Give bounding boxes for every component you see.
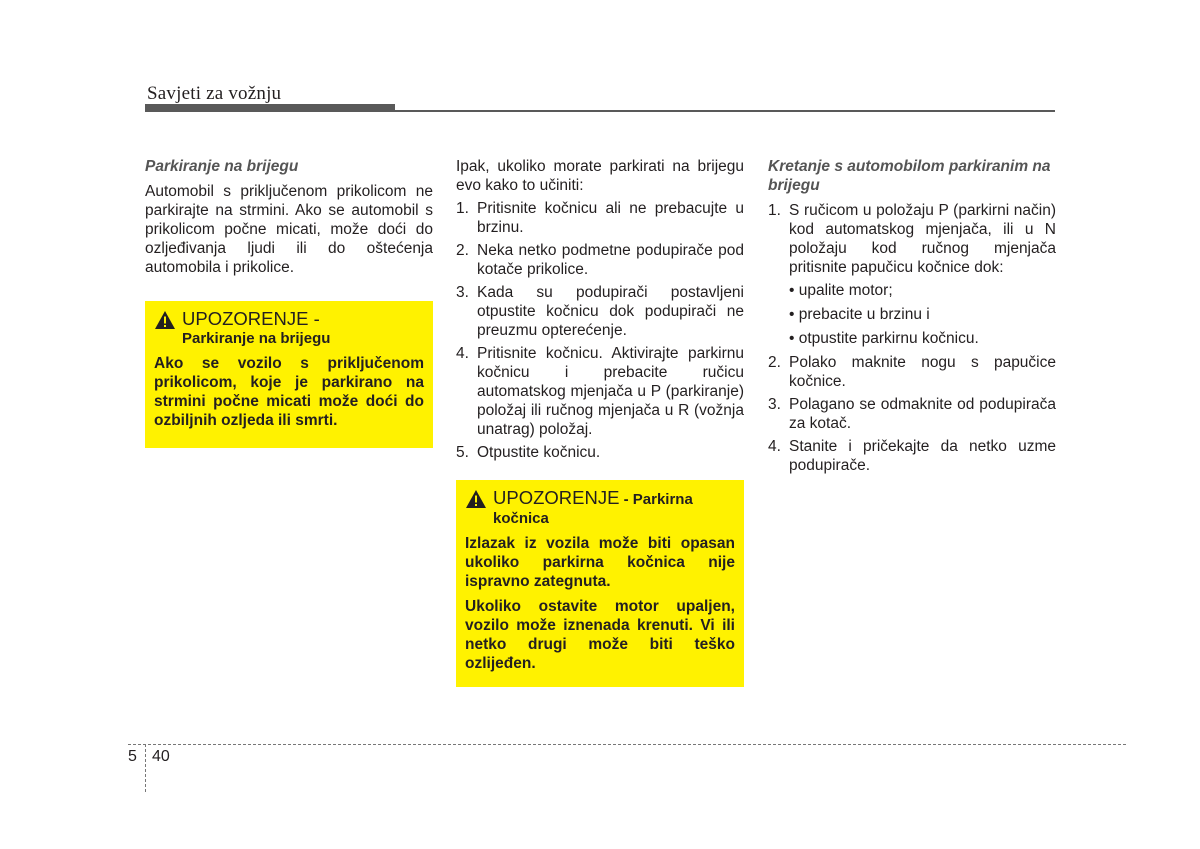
column-1	[145, 157, 433, 448]
bullet-list	[789, 281, 1056, 348]
list-item: 4. Stanite i pričekajte da netko uzme podupirače.	[768, 438, 1056, 474]
warning-box-parking-brake	[456, 480, 744, 687]
list-item: 1. Pritisnite kočnicu ali ne prebacujte u brzinu.	[456, 200, 744, 236]
column-3	[768, 157, 1056, 479]
warning-text-1: Izlazak iz vozila može biti opasan ukoliko parkirna kočnica nije ispravno zategnuta.	[465, 535, 735, 590]
page-section-number: 5	[128, 748, 137, 765]
warning-text-2: Ukoliko ostavite motor upaljen, vozilo može iznenada krenuti. Vi ili netko drugi može biti teško ozlijeđen.	[465, 598, 735, 672]
intro-paragraph: Ipak, ukoliko morate parkirati na brijegu evo kako to učiniti:	[456, 158, 744, 194]
warning-title-main: UPOZORENJE	[493, 487, 620, 508]
list-item: 1. S ručicom u položaju P (parkirni način) kod automatskog mjenjača, ili u N položaju kod ručnog mjenjača pritisnite papučicu kočnice dok: • upalite motor; • prebacite u brzinu i • otpustite parkirnu kočnicu.	[768, 202, 1056, 347]
parking-paragraph: Automobil s priključenom prikolicom ne parkirajte na strmini. Ako se automobil s prikolicom počne micati, može doći do ozljeđivanja ljudi ili do oštećenja automobila i prikolice.	[145, 183, 433, 276]
footer-dashed-rule	[128, 744, 1126, 745]
warning-box-parking	[145, 301, 433, 448]
warning-subtitle: kočnica	[493, 510, 549, 527]
warning-triangle-icon	[154, 310, 176, 330]
parking-steps-list	[456, 199, 744, 462]
list-item: 4. Pritisnite kočnicu. Aktivirajte parkirnu kočnicu i prebacite ručicu automatskog mjenjača u P (parkiranje) položaj ili ručnog mjenjača u R (vožnja unatrag) položaj.	[456, 345, 744, 438]
page-header-title: Savjeti za vožnju	[147, 83, 282, 104]
section-heading-parking: Parkiranje na brijegu	[145, 158, 299, 175]
page-number: 40	[152, 748, 170, 765]
warning-title-main: UPOZORENJE -	[182, 308, 320, 329]
bullet-item: • prebacite u brzinu i	[789, 306, 930, 323]
list-item: 3. Kada su podupirači postavljeni otpustite kočnicu dok podupirači ne preuzmu opterećenje.	[456, 284, 744, 339]
moving-steps-list	[768, 201, 1056, 475]
bullet-item: • otpustite parkirnu kočnicu.	[789, 330, 979, 347]
section-heading-moving: Kretanje s automobilom parkiranim na brijegu	[768, 158, 1051, 194]
footer-dashed-divider	[145, 744, 146, 792]
list-item: 5. Otpustite kočnicu.	[456, 444, 601, 461]
warning-title	[465, 488, 735, 528]
header-rule	[145, 110, 1055, 112]
list-item: 2. Polako maknite nogu s papučice kočnice.	[768, 354, 1056, 390]
warning-triangle-icon	[465, 489, 487, 509]
bullet-item: • upalite motor;	[789, 282, 893, 299]
list-item: 2. Neka netko podmetne podupirače pod kotače prikolice.	[456, 242, 744, 278]
warning-title-suffix: - Parkirna	[619, 491, 693, 508]
list-item: 3. Polagano se odmaknite od podupirača za kotač.	[768, 396, 1056, 432]
warning-text: Ako se vozilo s priključenom prikolicom, koje je parkirano na strmini počne micati može doći do ozbiljnih ozljeda ili smrti.	[154, 355, 424, 429]
warning-title	[154, 309, 424, 348]
column-2	[456, 157, 744, 687]
warning-subtitle: Parkiranje na brijegu	[182, 330, 331, 347]
